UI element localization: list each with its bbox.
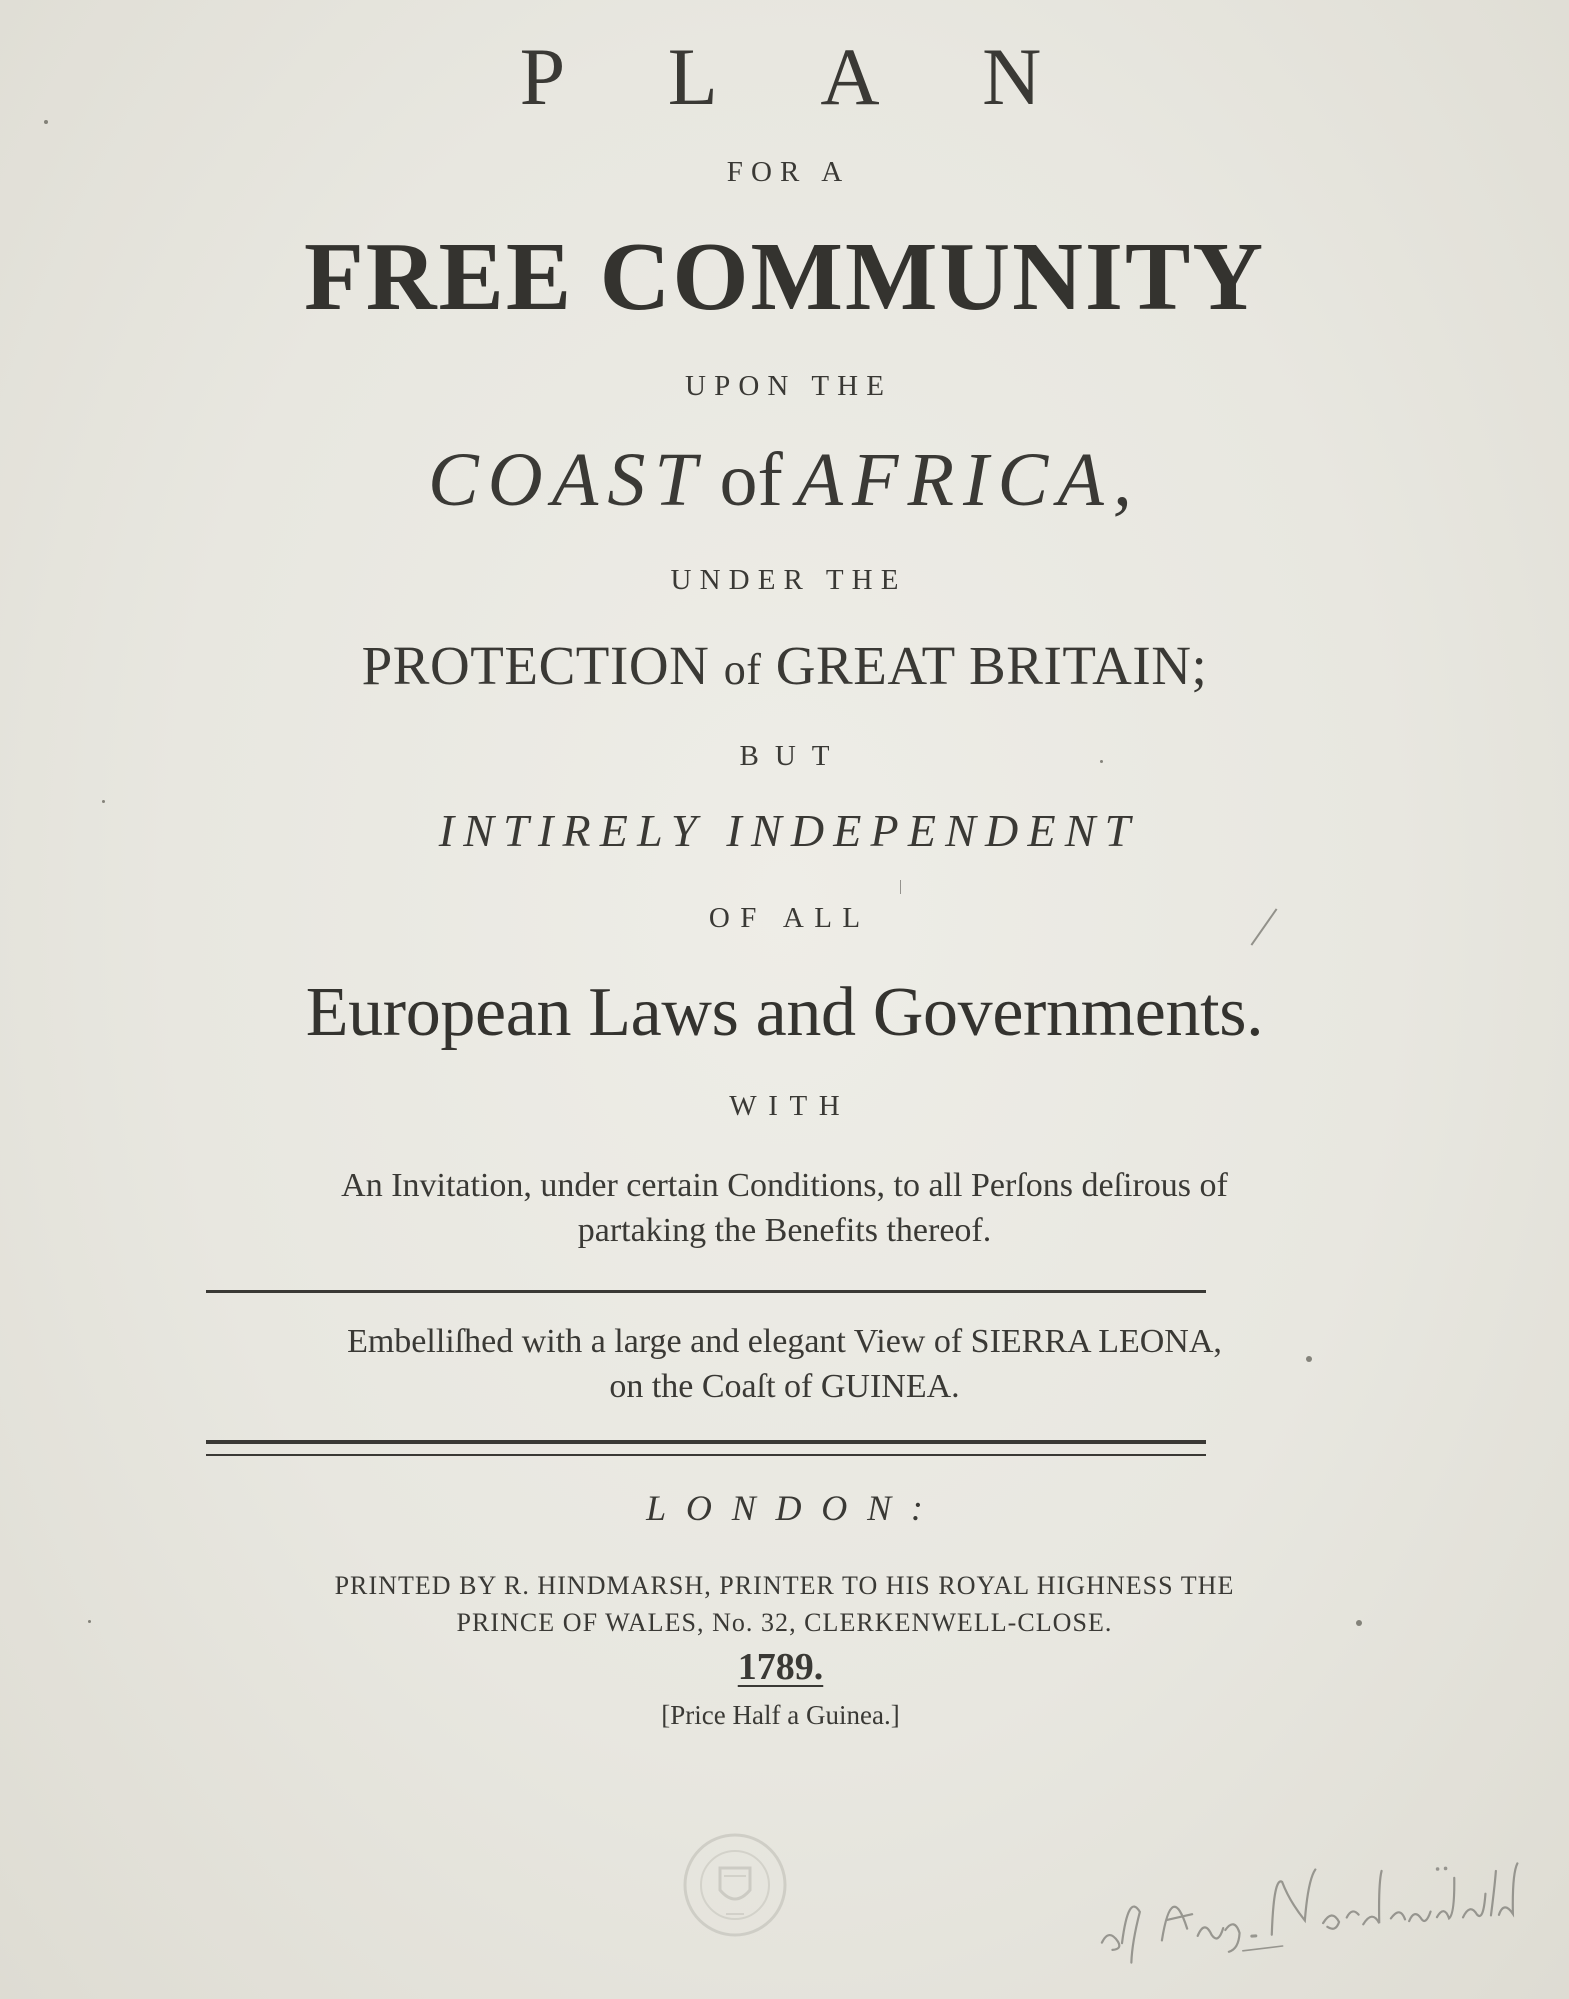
signature-icon (1087, 1843, 1533, 1973)
embellished-paragraph (0, 1320, 1569, 1410)
paper-speck (44, 120, 48, 124)
title-coast: COAST (427, 438, 706, 522)
title-with: WITH (729, 1090, 852, 1122)
title-intirely-independent: INTIRELY INDEPENDENT (438, 805, 1140, 856)
title-free-community: FREE COMMUNITY (303, 223, 1266, 331)
title-coast-of-africa (0, 438, 1569, 522)
library-stamp-icon (680, 1830, 790, 1940)
title-plan: PLAN (519, 31, 1144, 122)
invitation-paragraph (0, 1164, 1569, 1254)
imprint-price: [Price Half a Guinea.] (661, 1700, 900, 1730)
double-rule-bottom (206, 1454, 1206, 1456)
embellished-line-1: Embelliſhed with a large and elegant View of SIERRA LEONA, (347, 1323, 1222, 1360)
invitation-line-1: An Invitation, under certain Conditions, to all Perſons deſirous of (341, 1167, 1228, 1204)
title-protection: PROTECTION (361, 635, 710, 696)
title-protection-of-great-britain (0, 635, 1569, 696)
title-great-britain: GREAT BRITAIN; (775, 635, 1208, 696)
invitation-line-2: partaking the Benefits thereof. (577, 1211, 992, 1249)
paper-scratch (900, 880, 901, 894)
title-coast-of: of (719, 438, 783, 522)
double-rule-top (206, 1440, 1206, 1444)
title-of-all: OF ALL (708, 902, 871, 934)
imprint-printer-line-2: PRINCE OF WALES, No. 32, CLERKENWELL-CLOSE. (456, 1607, 1113, 1637)
title-africa: AFRICA, (796, 438, 1142, 522)
title-under-the: UNDER THE (670, 564, 907, 596)
title-upon-the: UPON THE (685, 370, 893, 402)
signature-text: af Aug. Nordenskjöld (1093, 1969, 1112, 1973)
imprint-printer (0, 1568, 1569, 1642)
title-european-laws: European Laws and Governments. (305, 974, 1264, 1051)
title-but: BUT (739, 740, 846, 772)
imprint-year: 1789. (737, 1646, 824, 1688)
paper-speck (102, 800, 105, 803)
imprint-printer-line-1: PRINTED BY R. HINDMARSH, PRINTER TO HIS ROYAL HIGHNESS THE (334, 1571, 1235, 1600)
divider-rule (206, 1290, 1206, 1293)
title-for-a: FOR A (726, 156, 851, 188)
embellished-line-2: on the Coaſt of GUINEA. (609, 1367, 960, 1405)
imprint-london: LONDON: (646, 1488, 943, 1528)
title-protection-of: of (723, 645, 762, 694)
